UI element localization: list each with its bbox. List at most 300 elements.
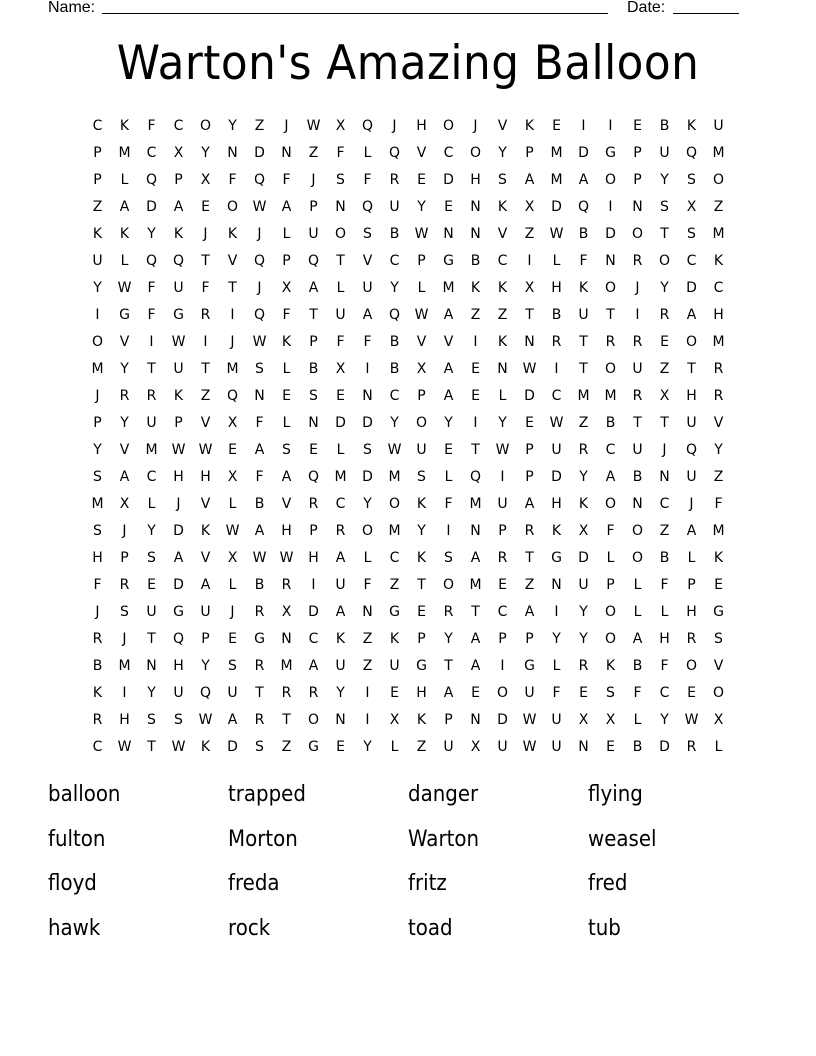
grid-letter: P (417, 631, 426, 647)
grid-letter: S (687, 172, 696, 188)
grid-letter: N (497, 361, 508, 377)
grid-letter: B (254, 577, 265, 593)
grid-letter: A (281, 199, 292, 215)
grid-letter: X (119, 496, 130, 512)
grid-letter: Y (120, 361, 129, 377)
grid-letter: T (687, 361, 696, 377)
grid-letter: Z (92, 199, 103, 215)
grid-letter: C (389, 550, 400, 566)
grid-letter: D (578, 550, 589, 566)
grid-letter: Y (579, 631, 588, 647)
grid-letter: R (686, 739, 697, 755)
grid-letter: L (282, 361, 291, 377)
grid-letter: T (147, 361, 156, 377)
grid-letter: U (686, 469, 697, 485)
grid-letter: X (578, 712, 589, 728)
grid-letter: I (554, 604, 559, 620)
grid-letter: H (551, 280, 562, 296)
grid-letter: O (307, 712, 320, 728)
grid-letter: Y (579, 469, 588, 485)
grid-letter: Y (714, 442, 723, 458)
grid-row (84, 437, 732, 464)
grid-letter: K (524, 118, 535, 134)
grid-letter: E (471, 685, 480, 701)
grid-letter: M (388, 523, 401, 539)
grid-letter: N (470, 199, 481, 215)
grid-letter: W (171, 334, 186, 350)
grid-letter: T (309, 307, 318, 323)
grid-letter: R (713, 388, 724, 404)
grid-letter: U (173, 280, 184, 296)
grid-letter: G (524, 658, 535, 674)
grid-letter: F (363, 577, 372, 593)
grid-letter: A (443, 388, 454, 404)
grid-letter: S (444, 550, 453, 566)
grid-letter: A (686, 307, 697, 323)
grid-letter: N (659, 469, 670, 485)
grid-letter: N (362, 388, 373, 404)
grid-letter: K (497, 199, 508, 215)
grid-letter: K (686, 118, 697, 134)
grid-letter: I (527, 253, 532, 269)
grid-letter: Z (362, 658, 373, 674)
grid-letter: Z (497, 307, 508, 323)
grid-letter: Y (336, 685, 345, 701)
grid-letter: R (443, 604, 454, 620)
grid-letter: D (605, 226, 616, 242)
grid-letter: A (335, 604, 346, 620)
grid-letter: L (633, 712, 642, 728)
grid-letter: K (200, 739, 211, 755)
grid-row (84, 329, 732, 356)
grid-letter: W (117, 280, 132, 296)
grid-letter: A (119, 199, 130, 215)
grid-letter: E (417, 172, 426, 188)
grid-letter: T (201, 253, 210, 269)
grid-letter: R (335, 523, 346, 539)
grid-letter: Y (660, 172, 669, 188)
grid-letter: C (389, 253, 400, 269)
grid-letter: Y (579, 604, 588, 620)
grid-letter: S (93, 469, 102, 485)
grid-letter: A (443, 307, 454, 323)
grid-letter: S (255, 739, 264, 755)
grid-letter: Z (524, 577, 535, 593)
grid-letter: Z (659, 523, 670, 539)
grid-letter: E (228, 631, 237, 647)
grid-letter: F (147, 280, 156, 296)
grid-letter: N (443, 226, 454, 242)
grid-row (84, 464, 732, 491)
grid-letter: N (605, 253, 616, 269)
grid-letter: R (578, 442, 589, 458)
grid-letter: A (173, 199, 184, 215)
grid-letter: N (335, 199, 346, 215)
grid-letter: M (604, 388, 617, 404)
grid-letter: P (309, 199, 318, 215)
grid-letter: W (117, 739, 132, 755)
grid-letter: N (281, 145, 292, 161)
grid-row (84, 518, 732, 545)
grid-letter: U (362, 280, 373, 296)
grid-letter: T (147, 739, 156, 755)
grid-letter: Y (552, 631, 561, 647)
grid-letter: Y (120, 415, 129, 431)
word-bank-row (48, 912, 768, 957)
grid-letter: U (497, 496, 508, 512)
grid-letter: K (416, 712, 427, 728)
grid-row (84, 653, 732, 680)
grid-letter: B (605, 415, 616, 431)
grid-letter: R (254, 604, 265, 620)
grid-letter: O (631, 550, 644, 566)
grid-letter: L (552, 253, 561, 269)
grid-letter: G (416, 658, 427, 674)
grid-letter: K (281, 334, 292, 350)
grid-letter: Y (201, 145, 210, 161)
grid-letter: S (660, 199, 669, 215)
word-bank-item: weasel (588, 826, 657, 852)
grid-letter: M (91, 496, 104, 512)
grid-letter: A (200, 577, 211, 593)
grid-letter: S (687, 226, 696, 242)
grid-letter: A (254, 523, 265, 539)
word-bank-item: trapped (228, 782, 306, 807)
grid-letter: M (442, 280, 455, 296)
name-label: Name: (48, 0, 96, 16)
grid-letter: I (365, 685, 370, 701)
grid-letter: Q (388, 307, 401, 323)
grid-letter: L (228, 577, 237, 593)
date-label: Date: (627, 0, 666, 16)
grid-letter: S (147, 550, 156, 566)
grid-letter: K (713, 253, 724, 269)
grid-letter: I (230, 307, 235, 323)
grid-letter: S (336, 172, 345, 188)
grid-letter: O (658, 253, 671, 269)
grid-row (84, 626, 732, 653)
grid-letter: C (92, 739, 103, 755)
grid-letter: A (308, 658, 319, 674)
grid-letter: U (146, 415, 157, 431)
grid-letter: V (200, 550, 211, 566)
grid-letter: C (146, 469, 157, 485)
word-bank-item: hawk (48, 915, 101, 941)
word-bank-row (48, 778, 768, 823)
grid-letter: A (227, 712, 238, 728)
grid-letter: O (226, 199, 239, 215)
grid-letter: U (173, 685, 184, 701)
grid-letter: X (659, 388, 670, 404)
grid-letter: U (335, 577, 346, 593)
grid-letter: E (417, 604, 426, 620)
grid-letter: I (608, 199, 613, 215)
grid-letter: V (416, 334, 427, 350)
grid-letter: A (335, 550, 346, 566)
grid-letter: E (552, 118, 561, 134)
grid-letter: I (311, 577, 316, 593)
grid-letter: F (363, 172, 372, 188)
grid-letter: H (308, 550, 319, 566)
grid-letter: R (308, 496, 319, 512)
grid-letter: O (712, 172, 725, 188)
grid-letter: K (389, 631, 400, 647)
grid-letter: Y (390, 280, 399, 296)
grid-letter: Z (362, 631, 373, 647)
grid-letter: C (308, 631, 319, 647)
grid-letter: W (198, 442, 213, 458)
grid-letter: G (173, 307, 184, 323)
grid-letter: O (712, 685, 725, 701)
grid-letter: V (200, 415, 211, 431)
grid-letter: N (335, 712, 346, 728)
grid-letter: J (284, 118, 289, 134)
grid-letter: O (604, 172, 617, 188)
grid-letter: Z (389, 577, 400, 593)
grid-letter: T (417, 577, 426, 593)
grid-letter: H (119, 712, 130, 728)
grid-letter: B (254, 496, 265, 512)
grid-letter: Q (685, 145, 698, 161)
grid-letter: Z (254, 118, 265, 134)
grid-letter: J (257, 280, 262, 296)
grid-letter: U (335, 307, 346, 323)
grid-letter: U (632, 361, 643, 377)
grid-letter: F (633, 685, 642, 701)
grid-letter: O (604, 496, 617, 512)
grid-letter: X (524, 280, 535, 296)
grid-letter: F (444, 496, 453, 512)
grid-letter: U (443, 739, 454, 755)
grid-letter: T (525, 550, 534, 566)
grid-letter: N (551, 577, 562, 593)
grid-letter: M (550, 145, 563, 161)
grid-letter: U (308, 226, 319, 242)
grid-letter: I (635, 307, 640, 323)
grid-letter: E (606, 739, 615, 755)
grid-letter: L (363, 550, 372, 566)
grid-letter: H (551, 496, 562, 512)
grid-letter: B (308, 361, 319, 377)
grid-letter: C (146, 145, 157, 161)
grid-letter: B (659, 118, 670, 134)
grid-letter: G (173, 604, 184, 620)
grid-letter: W (414, 226, 429, 242)
grid-letter: L (660, 604, 669, 620)
grid-letter: X (335, 361, 346, 377)
grid-letter: I (500, 469, 505, 485)
grid-letter: K (578, 280, 589, 296)
grid-letter: H (281, 523, 292, 539)
word-search-grid (84, 113, 732, 761)
grid-letter: P (525, 469, 534, 485)
grid-letter: F (147, 307, 156, 323)
grid-letter: Y (390, 415, 399, 431)
grid-row (84, 410, 732, 437)
grid-letter: R (605, 334, 616, 350)
grid-letter: F (93, 577, 102, 593)
grid-letter: V (443, 334, 454, 350)
grid-letter: K (470, 280, 481, 296)
grid-letter: R (308, 685, 319, 701)
grid-letter: E (336, 739, 345, 755)
grid-letter: C (713, 280, 724, 296)
grid-letter: Q (307, 469, 320, 485)
grid-letter: Z (200, 388, 211, 404)
grid-letter: V (497, 118, 508, 134)
grid-letter: M (226, 361, 239, 377)
grid-letter: E (579, 685, 588, 701)
grid-letter: J (230, 604, 235, 620)
grid-letter: R (551, 334, 562, 350)
grid-letter: M (91, 361, 104, 377)
grid-letter: A (254, 442, 265, 458)
grid-letter: A (173, 550, 184, 566)
grid-letter: O (388, 496, 401, 512)
grid-letter: K (92, 685, 103, 701)
grid-letter: H (173, 658, 184, 674)
grid-letter: F (255, 415, 264, 431)
grid-letter: L (417, 280, 426, 296)
grid-letter: K (227, 226, 238, 242)
grid-letter: R (92, 631, 103, 647)
grid-letter: W (522, 712, 537, 728)
grid-letter: A (470, 550, 481, 566)
grid-letter: S (120, 604, 129, 620)
grid-letter: V (713, 415, 724, 431)
grid-letter: T (471, 604, 480, 620)
grid-letter: M (712, 523, 725, 539)
grid-letter: L (282, 415, 291, 431)
grid-letter: C (389, 388, 400, 404)
grid-letter: U (551, 712, 562, 728)
grid-letter: X (200, 172, 211, 188)
grid-letter: R (281, 685, 292, 701)
grid-letter: W (306, 118, 321, 134)
grid-letter: X (281, 280, 292, 296)
grid-letter: K (605, 658, 616, 674)
grid-letter: C (173, 118, 184, 134)
grid-letter: W (522, 361, 537, 377)
grid-letter: S (93, 523, 102, 539)
grid-letter: K (335, 631, 346, 647)
grid-letter: Y (147, 685, 156, 701)
grid-letter: F (714, 496, 723, 512)
grid-letter: J (662, 442, 667, 458)
grid-letter: A (632, 631, 643, 647)
grid-letter: R (713, 361, 724, 377)
grid-letter: W (684, 712, 699, 728)
grid-letter: C (659, 685, 670, 701)
grid-letter: W (387, 442, 402, 458)
grid-letter: W (252, 550, 267, 566)
grid-letter: I (581, 118, 586, 134)
grid-letter: Q (685, 442, 698, 458)
grid-letter: R (281, 577, 292, 593)
grid-letter: R (146, 388, 157, 404)
grid-letter: H (200, 469, 211, 485)
grid-letter: Z (470, 307, 481, 323)
grid-letter: B (389, 226, 400, 242)
grid-letter: V (497, 226, 508, 242)
grid-letter: O (685, 658, 698, 674)
grid-letter: O (496, 685, 509, 701)
grid-letter: M (145, 442, 158, 458)
grid-letter: W (522, 739, 537, 755)
grid-letter: E (309, 442, 318, 458)
grid-letter: C (686, 253, 697, 269)
grid-letter: K (497, 280, 508, 296)
grid-letter: X (173, 145, 184, 161)
grid-letter: P (444, 712, 453, 728)
grid-letter: A (119, 469, 130, 485)
grid-letter: B (389, 361, 400, 377)
grid-letter: J (635, 280, 640, 296)
grid-letter: Y (498, 415, 507, 431)
grid-letter: N (146, 658, 157, 674)
grid-letter: F (660, 577, 669, 593)
grid-row (84, 221, 732, 248)
grid-letter: E (471, 361, 480, 377)
grid-letter: E (633, 118, 642, 134)
grid-letter: P (93, 145, 102, 161)
grid-row (84, 599, 732, 626)
grid-letter: Y (660, 712, 669, 728)
grid-letter: L (687, 550, 696, 566)
grid-letter: N (524, 334, 535, 350)
grid-letter: P (498, 523, 507, 539)
grid-letter: P (174, 172, 183, 188)
grid-letter: Q (253, 253, 266, 269)
grid-letter: I (554, 361, 559, 377)
grid-letter: B (632, 739, 643, 755)
grid-letter: B (551, 307, 562, 323)
grid-letter: I (473, 415, 478, 431)
word-bank-item: freda (228, 871, 280, 896)
grid-letter: W (414, 307, 429, 323)
grid-letter: L (228, 496, 237, 512)
grid-letter: A (524, 172, 535, 188)
grid-letter: L (633, 604, 642, 620)
grid-letter: T (444, 658, 453, 674)
grid-letter: K (200, 523, 211, 539)
grid-letter: K (713, 550, 724, 566)
grid-letter: M (469, 577, 482, 593)
grid-letter: K (119, 226, 130, 242)
grid-letter: U (173, 361, 184, 377)
grid-letter: D (308, 604, 319, 620)
grid-letter: P (120, 550, 129, 566)
grid-letter: W (252, 334, 267, 350)
grid-letter: Y (444, 631, 453, 647)
grid-letter: N (578, 739, 589, 755)
grid-letter: I (365, 712, 370, 728)
grid-letter: M (334, 469, 347, 485)
grid-letter: W (225, 523, 240, 539)
grid-row (84, 356, 732, 383)
grid-letter: F (282, 307, 291, 323)
grid-letter: J (122, 631, 127, 647)
grid-letter: T (579, 361, 588, 377)
grid-letter: L (444, 469, 453, 485)
grid-letter: Z (578, 415, 589, 431)
grid-letter: X (470, 739, 481, 755)
grid-letter: O (199, 118, 212, 134)
grid-letter: D (497, 712, 508, 728)
grid-letter: H (470, 172, 481, 188)
grid-letter: R (686, 631, 697, 647)
grid-letter: G (713, 604, 724, 620)
